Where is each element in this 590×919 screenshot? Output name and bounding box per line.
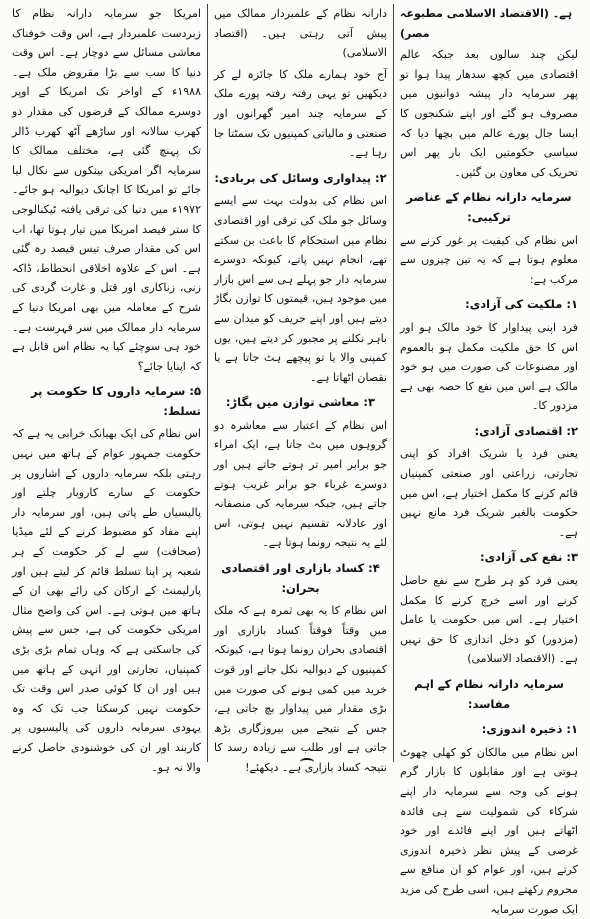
section-heading: سرمایہ دارانہ نظام کے اہم مفاسد: [414,677,564,711]
paragraph: اس نظام کے اعتبار سے معاشرہ دو گروہوں میں بٹ جاتا ہے، ایک امراء جو برابر امیر تر ہوتے جاتے ہیں اور دوسرے غرباء جو برابر غریب ہوتے جاتے ہیں، جبکہ سرمایہ کی منصفانہ اور عادلانہ تقسیم نہیں ہوتی، اس لئے یہ نتیجہ رونما ہوتا ہے۔ [214,418,387,550]
subheading: ۲: اقتصادی آزادی: [474,423,578,438]
subheading: ۱: ذخیرہ اندوزی: [481,722,578,737]
paragraph: آج خود ہمارے ملک کا جائزہ لے کر دیکھیں تو یہی رفتہ رفتہ پورے ملک کے سرمایہ چند امیر گھرانوں اور صنعتی و مالیاتی کمپنیوں تک سمٹتا جا رہا ہے۔ [214,67,387,160]
paragraph: دارانہ نظام کے علمبردار ممالک میں پیش آتی رہتی ہیں۔ (اقتصاد الاسلامی) [214,7,387,60]
subheading: ۳: نفع کی آزادی: [480,550,578,565]
page-number-mark [300,758,314,766]
subheading: ۳: معاشی توازن میں بگاڑ: [225,395,376,410]
paragraph: فرد اپنی پیداوار کا خود مالک ہو اور اس کا حق ملکیت مکمل ہو بالعموم اور مصنوعات کی صورت میں ہو خود مالک ہے اس میں نفع کا حصہ بھی ہے مزدور کا۔ [400,320,578,413]
paragraph: یعنی فرد یا شریک افراد کو اپنی تجارتی، زراعتی اور صنعتی کمپنیاں قائم کرنے کا مکمل اختیار ہے، اس میں حکومت بالغیر شریک فرد مانع نہیں ہے۔ [400,447,578,539]
column-left [6,4,208,774]
paragraph: اس نظام کی ایک بھیانک خرابی یہ ہے کہ حکومت جمہور عوام کے ہاتھ میں نہیں رہتی بلکہ سرمایہ داروں کے اشاروں پر حکومت کے سارے کاروبار چلتے اور پالیسیاں طے پاتی ہیں، اور سرمایہ دار اپنے مفاد کو مضبوط کرنے کے لئے میڈیا (صحافت) سے لے کر حکومت کے ہر شعبہ پر اپنا تسلط قائم کر لیتے ہیں اور پارلیمنٹ کے ارکان کی رائے بھی ان کے ہاتھ میں ہوتی ہے۔ اس کی واضح مثال امریکی حکومت کی ہے، جس سے پیش کی جاسکتی ہے کہ وہاں تمام بڑی بڑی کمپنیاں، تجارتی اور انہی کے ہاتھ میں ہیں اور ان کا کوئی صدر اس وقت تک حکومت نہیں کرسکتا جب تک کہ وہ یہودی سرمایہ داروں کی پالیسیوں پر کاربند اور ان کی خوشنودی حاصل کرنے والا نہ ہو۔ [12,427,201,774]
paragraph: اس نظام کی بدولت بہت سے ایسے وسائل جو ملک کی ترقی اور اقتصادی نظام میں استحکام کا باعث بن سکتے تھے، انجام نہیں پاتے، کیونکہ دوسرے سرمایہ دار جو پہلے ہی سے اس بازار میں موجود ہیں، قیمتوں کا توازن بگاڑ دیتے ہیں اور اپنے حریف کو میدان سے باہر نکلنے پر مجبور کر دیتے ہیں، یوں کمپنی والا یا تو پیچھے ہٹ جاتا ہے یا نقصان اٹھاتا ہے۔ [214,194,387,384]
paragraph: اس نظام کی کیفیت پر غور کرنے سے معلوم ہوتا ہے کہ یہ تین چیزوں سے مرکب ہے: [400,233,578,286]
column-middle [208,4,394,774]
section-heading: سرمایہ دارانہ نظام کے عناصر ترکیبی: [406,190,572,224]
paragraph: لیکن چند سالوں بعد جبکہ عالم اقتصادی میں کچھ سدھار پیدا ہوا تو پھر سرمایہ دار پیشہ دوانیوں میں مصروف ہو گئے اور اپنے شکنجوں کا ایسا جال پورے عالم میں بچھا دیا کہ سیاسی حکومتیں ایک بار پھر اس تحریک کی معاون بن گئیں۔ [400,48,578,179]
paragraph: یعنی فرد کو ہر طرح سے نفع حاصل کرنے اور اسے خرچ کرنے کا مکمل اختیار ہے۔ اس میں حکومت یا عامل (مزدور) کو دخل اندازی کا حق نہیں ہے۔ (الاقتصاد الاسلامی) [400,574,578,666]
column-right [394,4,584,916]
subheading: ۲: پیداواری وسائل کی بربادی: [214,170,387,185]
subheading: ۴: کساد بازاری اور اقتصادی بحران: [221,561,380,595]
paragraph: اس نظام میں مالکان کو کھلی چھوٹ ہوتی ہے اور مقابلوں کا بازار گرم ہونے کی وجہ سے سرمایہ دار اپنے شرکاء کی شمولیت سے ہی فائدہ اٹھاتے ہیں اور اپنے فائدے اور خود غرضی کے پیش نظر ذخیرہ اندوزی کرتے ہیں، اور عوام کو ان منافع سے محروم رکھتے ہیں، اسی طرح کی مزید ایک صورت سرمایہ [400,745,578,916]
paragraph: اس نظام کا یہ بھی ثمرہ ہے کہ ملک میں وقتاً فوقتاً کساد بازاری اور اقتصادی بحران رونما ہوتا ہے، کیونکہ کمپنیوں کے دیوالیہ نکل جانے اور قوت خرید میں کمی ہونے کی صورت میں بڑی مقدار میں پیداوار بچ جاتی ہے، جس کے نتیجے میں بیروزگاری بڑھ جاتی ہے اور طلب سے زیادہ رسد کا نتیجہ کساد بازاری ہے۔ دیکھئے! [214,604,387,774]
citation: ہے۔ (الاقتصاد الاسلامی مطبوعہ مصر) [400,7,573,40]
paragraph: امریکا جو سرمایہ دارانہ نظام کا زبردست علمبردار ہے، اس وقت خوفناک معاشی مسائل سے دوچار ہے۔ اس وقت دنیا کا سب سے بڑا مقروض ملک ہے۔ ۱۹۸۸ء کے اواخر تک امریکا کے اوپر دوسرے ممالک کے قرضوں کی مقدار دو کھرب سالانہ اور ساڑھے آٹھ کھرب ڈالر تک پہنچ گئی ہے، مختلف ممالک کا سرمایہ اگر امریکی بینکوں سے نکال لیا جائے تو امریکا کا اچانک دیوالیہ ہو جائے۔ ۱۹۷۲ء میں دنیا کی ترقی یافتہ ٹیکنالوجی کا ستر فیصد امریکا میں تیار ہوتا تھا، اب اس کی مقدار صرف تیس فیصد رہ گئی ہے۔ اس کے علاوہ اخلاقی انحطاط، ڈاکہ زنی، زناکاری اور قتل و غارت گردی کی شرح کے معاملہ میں بھی امریکا دنیا کے سرمایہ دار ممالک میں سر فہرست ہے۔ خود ہی سوچئے کیا یہ نظام اس قابل ہے کہ اپنایا جائے؟ [12,7,201,373]
subheading: ۵: سرمایہ داروں کا حکومت پر تسلط: [31,384,201,418]
subheading: ۱: ملکیت کی آزادی: [465,297,578,312]
